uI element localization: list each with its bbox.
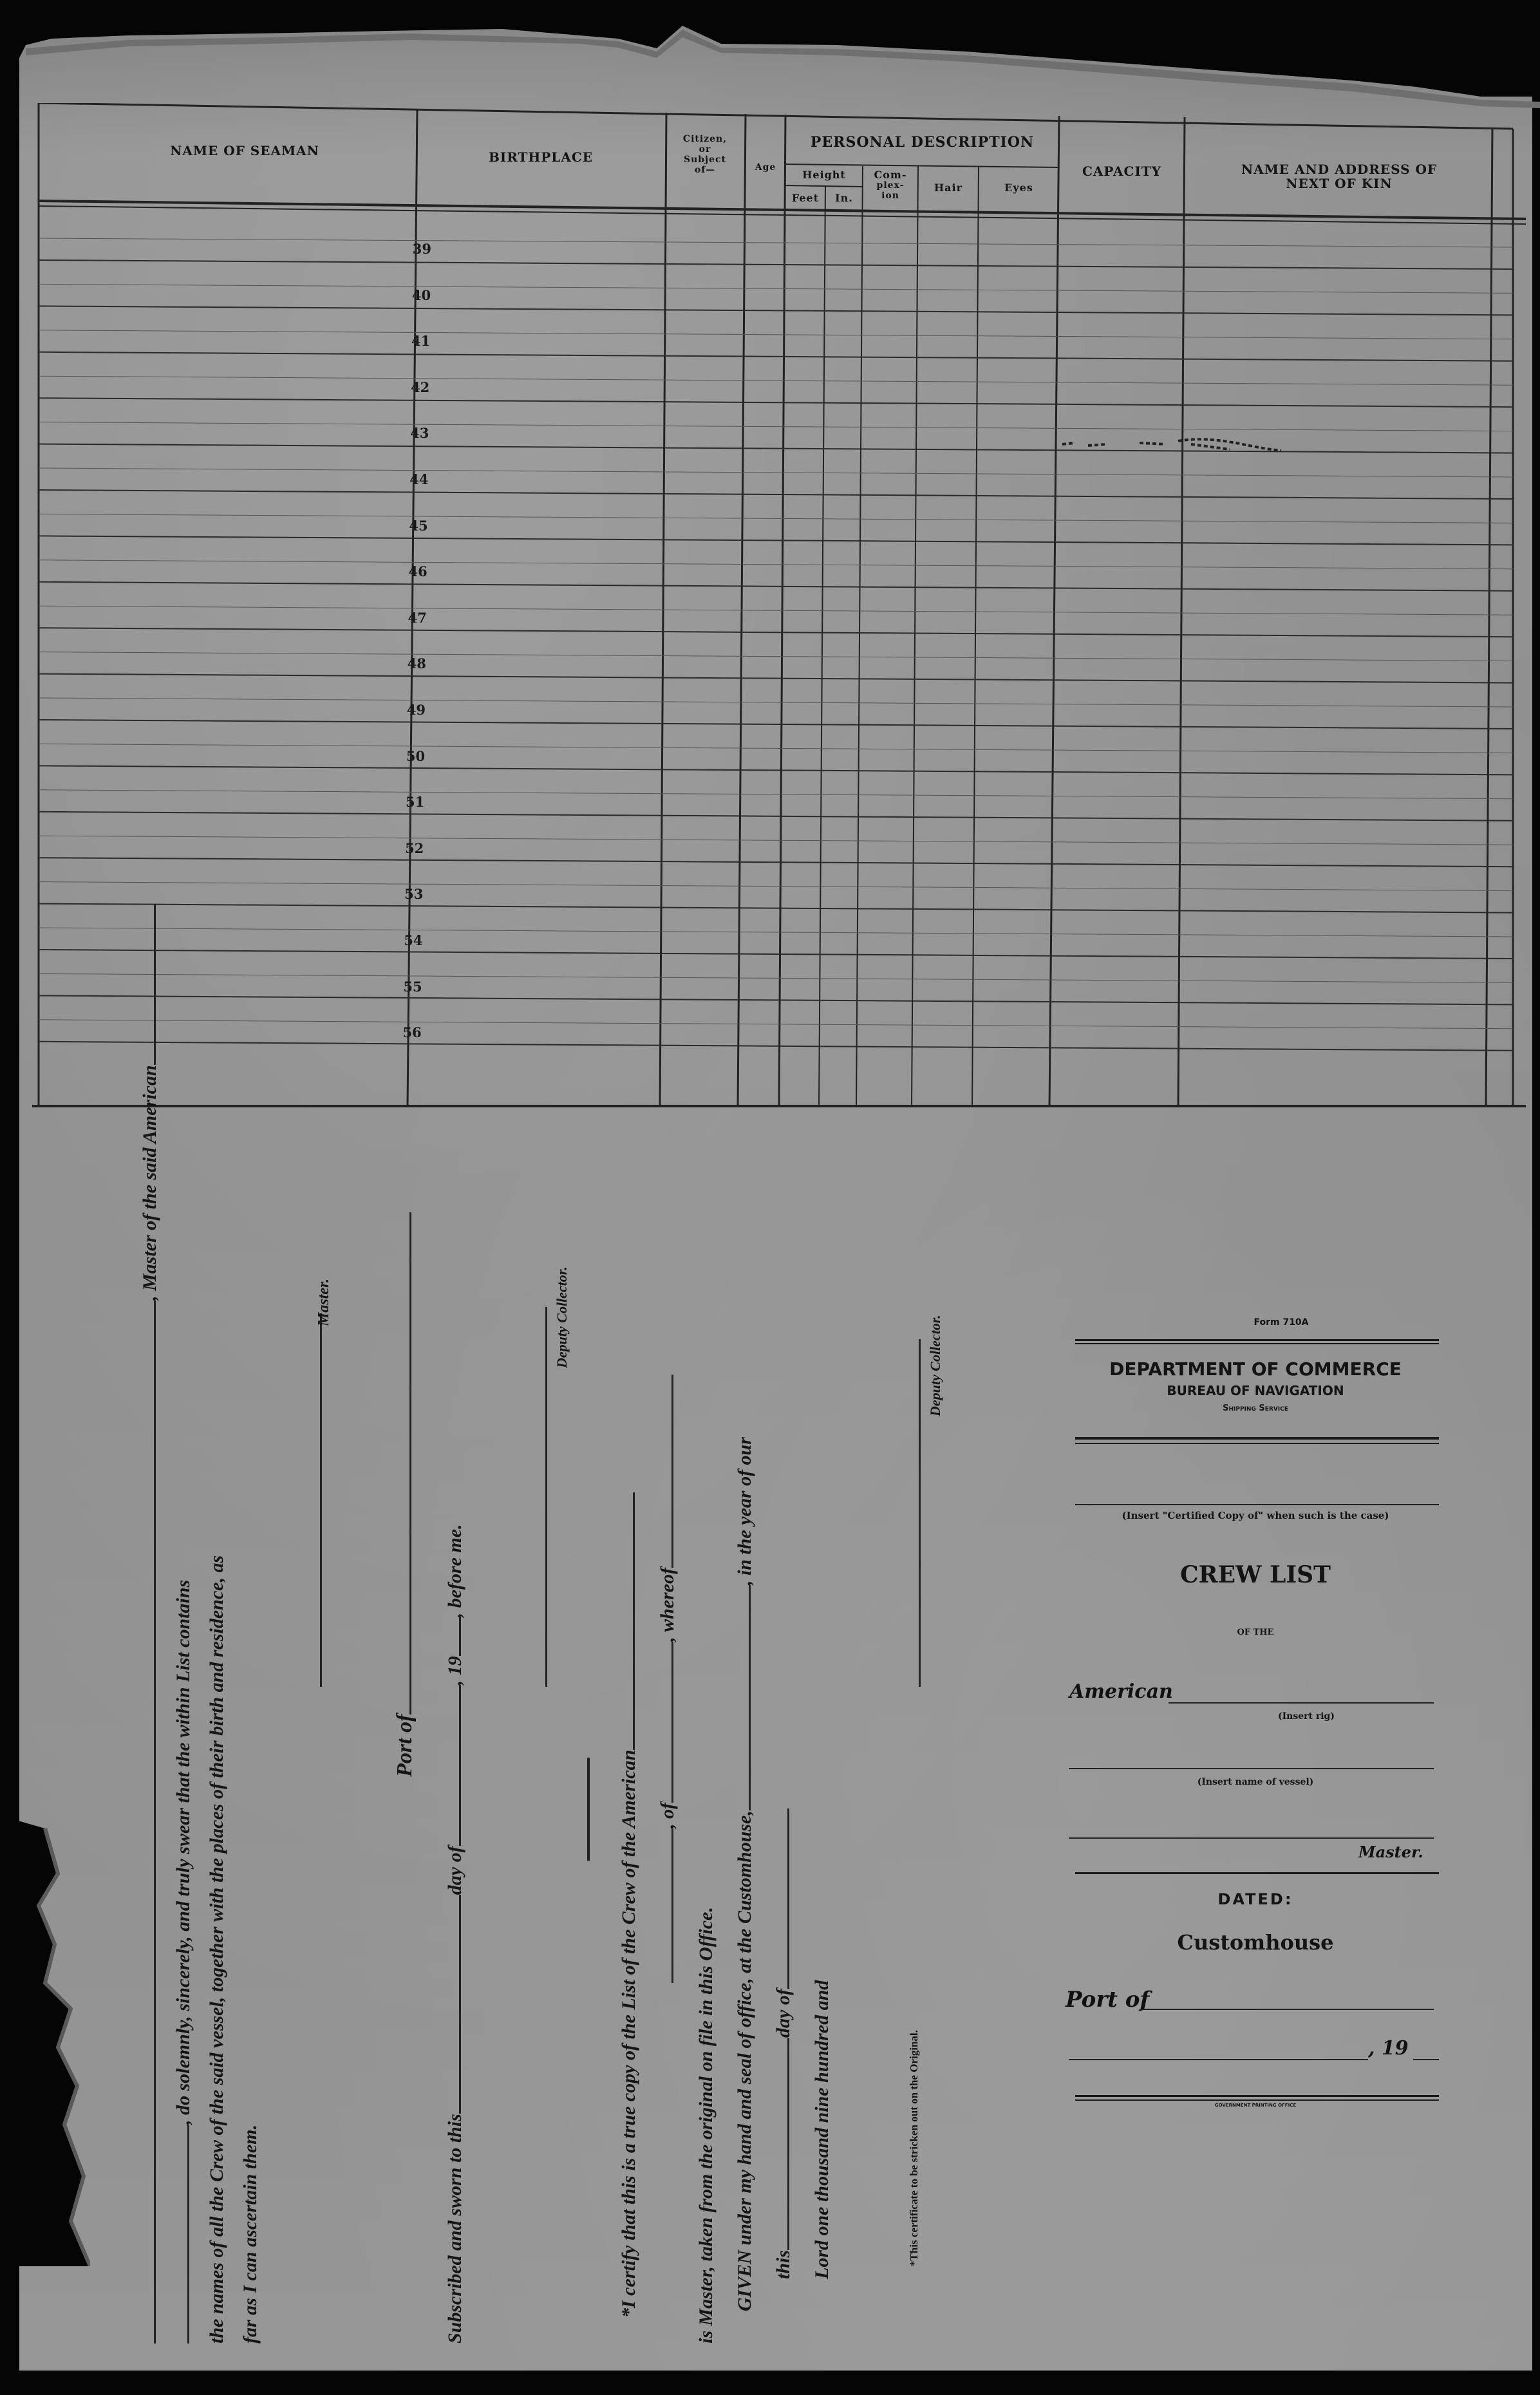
header-complexion	[863, 170, 918, 201]
oath-port-of	[393, 1212, 417, 1777]
certificate-whereof: , whereof	[657, 1568, 678, 1642]
deputy-signature-line-1	[534, 1307, 552, 1687]
header-citizen-line3: Subject	[683, 155, 727, 165]
certificate-this: this	[773, 2249, 794, 2279]
rule-mid-2	[1075, 1443, 1439, 1444]
port-of-label: Port of	[1066, 1987, 1150, 2013]
subscribed-before-me: , before me.	[444, 1524, 465, 1618]
header-next-of-kin	[1185, 162, 1494, 191]
row-rule	[39, 995, 1513, 1004]
row-number: 53	[404, 886, 424, 903]
row-faint-rule	[39, 468, 1513, 477]
master-signature-line	[309, 1313, 326, 1687]
certified-copy-blank	[1075, 1504, 1439, 1505]
certificate-blank-5b	[787, 1808, 789, 1989]
oath-port-of-blank	[409, 1212, 411, 1714]
row-rule	[39, 1042, 1513, 1051]
header-feet: Feet	[791, 192, 820, 204]
row-rule	[39, 720, 1513, 729]
header-inches: In.	[835, 192, 853, 204]
row-number: 43	[410, 425, 429, 442]
row-number: 55	[403, 978, 422, 995]
row-number: 46	[408, 563, 427, 580]
row-faint-rule	[39, 1020, 1513, 1029]
rig-blank	[1169, 1702, 1434, 1704]
master-signature-blank	[320, 1313, 322, 1687]
header-hair: Hair	[934, 182, 962, 194]
row-faint-rule	[39, 376, 1513, 385]
row-rule	[39, 306, 1513, 315]
row-rule	[39, 260, 1513, 269]
row-faint-rule	[39, 606, 1513, 615]
customhouse-label: Customhouse	[1177, 1930, 1334, 1955]
row-faint-rule	[39, 928, 1513, 937]
row-rule	[39, 812, 1513, 821]
header-height: Height	[802, 169, 846, 181]
certificate-line-4	[734, 1437, 756, 2311]
row-faint-rule	[39, 744, 1513, 753]
rule-top-1	[1075, 1339, 1439, 1341]
header-complexion-line2: plex-	[876, 180, 905, 191]
certificate-year-of-our: , in the year of our	[734, 1437, 755, 1586]
subscribed-day-of: day of	[444, 1846, 465, 1895]
header-birthplace: BIRTHPLACE	[488, 149, 594, 165]
row-faint-rule	[39, 560, 1513, 569]
row-rule	[39, 536, 1513, 545]
row-rule	[39, 398, 1513, 407]
crew-list-title: CREW LIST	[1180, 1561, 1331, 1588]
row-faint-rule	[39, 652, 1513, 661]
rule-dated	[1075, 1872, 1439, 1874]
master-name-blank	[154, 1301, 156, 2343]
certificate-blank-4	[749, 1585, 751, 1810]
oath-master-label: Master.	[315, 1278, 332, 1326]
header-name-of-seaman: NAME OF SEAMAN	[170, 143, 319, 158]
row-faint-rule	[39, 698, 1513, 707]
year-label: , 19	[1368, 2037, 1409, 2060]
subscribed-month-blank	[459, 1685, 461, 1846]
insert-vessel-note: (Insert name of vessel)	[1197, 1777, 1314, 1787]
certificate-blank-2a	[671, 1828, 673, 1983]
header-eyes: Eyes	[1004, 182, 1033, 194]
certificate-line-6	[811, 1980, 833, 2279]
header-age: Age	[755, 162, 776, 173]
row-rule	[39, 858, 1513, 867]
master-label: Master.	[1358, 1843, 1423, 1861]
master-name-field	[1069, 1837, 1434, 1839]
certificate-deputy-collector: Deputy Collector.	[927, 1315, 943, 1416]
rule-mid-1	[1075, 1437, 1439, 1440]
of-the-label: OF THE	[1237, 1628, 1274, 1637]
oath-text-3: the names of all the Crew of the said vessel, together with the places of their birth and residence, as	[206, 1555, 227, 2343]
certificate-day-of: day of	[773, 1989, 794, 2038]
ink-smudge	[1062, 425, 1371, 464]
certificate-blank-2b	[671, 1642, 673, 1803]
oath-port-of-label: Port of	[393, 1714, 417, 1777]
row-number: 52	[405, 840, 424, 856]
row-faint-rule	[39, 790, 1513, 799]
row-number: 56	[402, 1024, 422, 1041]
row-faint-rule	[39, 973, 1513, 982]
row-number: 48	[407, 655, 426, 672]
oath-text-4: far as I can ascertain them.	[239, 2124, 261, 2343]
subscribed-year-blank	[459, 1617, 461, 1656]
certificate-text-6: Lord one thousand nine hundred and	[811, 1980, 832, 2279]
header-capacity: CAPACITY	[1082, 164, 1161, 179]
oath-line-2	[173, 1580, 194, 2343]
vessel-name-blank	[1069, 1768, 1434, 1769]
form-number: Form 710A	[1254, 1317, 1309, 1328]
row-faint-rule	[39, 238, 1513, 247]
row-faint-rule	[39, 882, 1513, 891]
rule-bottom-2	[1075, 2099, 1439, 2101]
header-citizen	[666, 134, 744, 175]
bureau-title: BUREAU OF NAVIGATION	[1167, 1383, 1344, 1398]
oath-deputy-collector: Deputy Collector.	[554, 1266, 570, 1368]
rule-bottom-1	[1075, 2095, 1439, 2097]
row-number: 40	[411, 286, 431, 303]
header-complexion-line3: ion	[881, 191, 899, 201]
date-blank	[1069, 2059, 1368, 2060]
row-faint-rule	[39, 514, 1513, 523]
deputy-signature-line-2	[908, 1339, 925, 1687]
row-rule	[39, 628, 1513, 637]
row-number: 41	[411, 333, 431, 350]
row-number: 51	[405, 794, 425, 811]
header-citizen-line1: Citizen,	[682, 134, 728, 144]
header-personal-description: PERSONAL DESCRIPTION	[810, 134, 1035, 151]
row-number: 45	[409, 517, 428, 534]
subscribed-day-blank	[459, 1895, 461, 2114]
row-number: 54	[404, 932, 423, 948]
certificate-blank-1	[633, 1492, 635, 1750]
subscribed-year: , 19	[444, 1656, 465, 1686]
oath-line-4	[239, 2125, 261, 2343]
header-complexion-line1: Com-	[874, 169, 907, 181]
header-next-of-kin-line1: NAME AND ADDRESS OF	[1241, 162, 1438, 177]
deputy-signature-blank-1	[545, 1307, 547, 1687]
row-faint-rule	[39, 284, 1513, 293]
certificate-blank-2c	[671, 1375, 673, 1568]
certificate-line-1	[618, 1492, 640, 2318]
row-rule	[39, 674, 1513, 683]
row-rule	[39, 904, 1513, 913]
certificate-line-3	[695, 1907, 717, 2343]
oath-line-3	[206, 1555, 228, 2343]
oath-text-1: , Master of the said American	[139, 1065, 160, 1301]
insert-rig-note: (Insert rig)	[1278, 1711, 1335, 1722]
dated-label: DATED:	[1217, 1890, 1293, 1908]
insert-certified-note: (Insert "Certified Copy of" when such is the case)	[1122, 1510, 1389, 1521]
certificate-footnote: *This certificate to be stricken out on the Original.	[908, 2030, 920, 2266]
certificate-blank-5a	[787, 2038, 789, 2250]
port-of-blank	[1141, 2009, 1434, 2010]
row-rule	[39, 352, 1513, 361]
certificate-text-3: is Master, taken from the original on file in this Office.	[695, 1907, 717, 2343]
oath-blank-1	[154, 904, 156, 1065]
row-rule	[39, 765, 1513, 775]
form-cover-panel	[1066, 1313, 1445, 2112]
year-blank	[1413, 2059, 1439, 2060]
oath-blank-2	[187, 2125, 189, 2343]
oath-subscribed	[444, 1524, 466, 2343]
table-grid	[32, 103, 1526, 1107]
crew-table	[32, 103, 1526, 1107]
certificate-of: , of	[657, 1803, 678, 1828]
certificate-line-2	[657, 1375, 679, 1983]
row-number: 49	[406, 702, 426, 718]
header-next-of-kin-line2: NEXT OF KIN	[1286, 176, 1393, 191]
rule-top-2	[1075, 1343, 1439, 1344]
service-title: Shipping Service	[1223, 1404, 1288, 1413]
header-citizen-line2: or	[699, 144, 711, 155]
row-number: 42	[411, 379, 430, 395]
row-number: 39	[412, 241, 431, 257]
printer-imprint: GOVERNMENT PRINTING OFFICE	[1214, 2103, 1297, 2108]
certificate-line-5	[773, 1808, 794, 2279]
subscribed-text: Subscribed and sworn to this	[444, 2114, 465, 2343]
row-rule	[39, 490, 1513, 499]
certificate-given: GIVEN under my hand and seal of office, at the Customhouse,	[734, 1810, 755, 2311]
oath-text-2: , do solemnly, sincerely, and truly swear that the within List contains	[173, 1579, 194, 2125]
row-faint-rule	[39, 836, 1513, 845]
deputy-signature-blank-2	[919, 1339, 921, 1687]
row-rule	[39, 582, 1513, 591]
header-citizen-line4: of—	[694, 165, 716, 175]
american-label: American	[1069, 1680, 1173, 1703]
row-rule	[39, 950, 1513, 959]
oath-line-1	[139, 904, 161, 2343]
row-faint-rule	[39, 330, 1513, 339]
section-divider	[587, 1758, 590, 1861]
department-title: DEPARTMENT OF COMMERCE	[1109, 1358, 1402, 1380]
row-number: 50	[406, 747, 426, 764]
certificate-text-1: *I certify that this is a true copy of the List of the Crew of the American	[618, 1749, 639, 2318]
row-number: 44	[409, 471, 429, 487]
row-number: 47	[408, 609, 427, 626]
